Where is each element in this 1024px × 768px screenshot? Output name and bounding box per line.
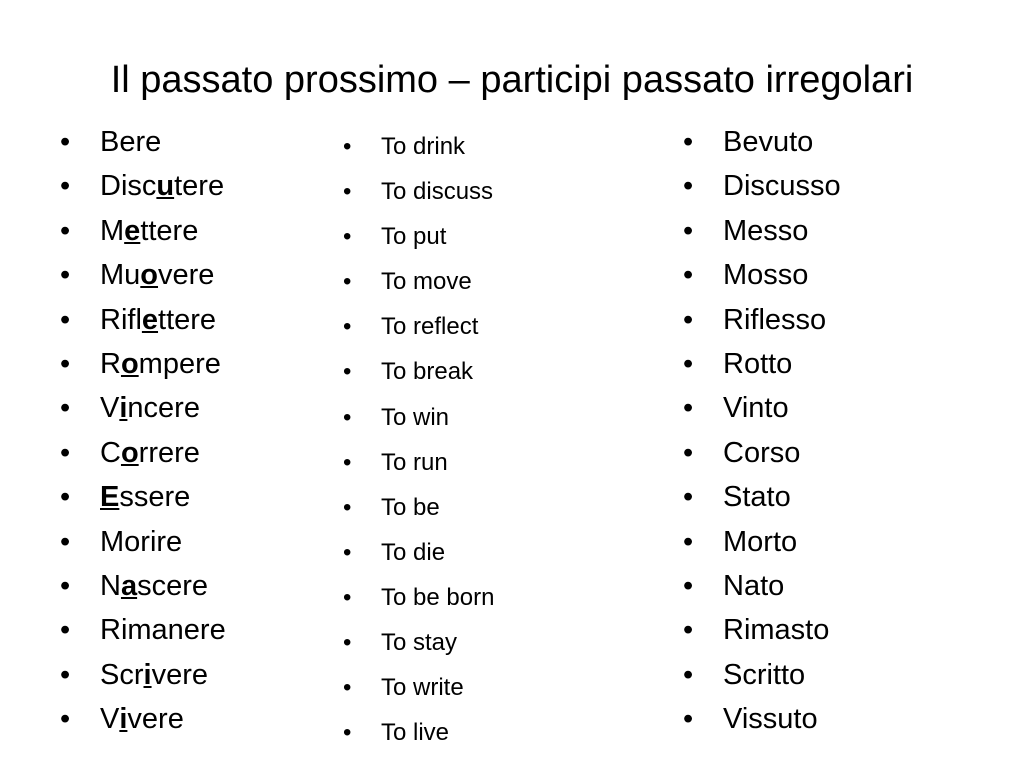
infinitive-item bbox=[100, 120, 226, 164]
english-item: • To reflect bbox=[381, 304, 494, 349]
participle-item: • Vinto bbox=[723, 386, 841, 430]
participle-item: • Mosso bbox=[723, 253, 841, 297]
stressed-vowel: o bbox=[140, 259, 159, 292]
infinitive-item bbox=[100, 431, 226, 475]
participle-item: • Messo bbox=[723, 209, 841, 253]
stressed-vowel: o bbox=[120, 436, 139, 469]
infinitive-text: R bbox=[100, 347, 121, 380]
participle-item: • Nato bbox=[723, 564, 841, 608]
infinitive-text: mpere bbox=[138, 347, 221, 380]
infinitive-text: scere bbox=[137, 569, 209, 602]
english-item: • To be born bbox=[381, 575, 494, 620]
participle-item: • Stato bbox=[723, 475, 841, 519]
participle-item: • Vissuto bbox=[723, 697, 841, 741]
infinitive-item bbox=[100, 164, 226, 208]
infinitive-text: vere bbox=[151, 658, 208, 691]
infinitive-item bbox=[100, 298, 226, 342]
stressed-vowel: u bbox=[156, 170, 175, 203]
stressed-vowel: i bbox=[143, 658, 152, 691]
infinitive-text: Rimanere bbox=[100, 614, 226, 647]
stressed-vowel: i bbox=[119, 703, 128, 736]
infinitive-text: N bbox=[100, 569, 121, 602]
infinitive-text: Bere bbox=[100, 126, 162, 158]
infinitive-text: ssere bbox=[119, 481, 191, 514]
infinitive-item bbox=[100, 697, 226, 741]
page-title: Il passato prossimo – participi passato irregolari bbox=[110, 59, 914, 101]
english-item: • To write bbox=[381, 665, 494, 710]
participle-item: • Bevuto bbox=[723, 120, 841, 164]
infinitive-item bbox=[100, 342, 226, 386]
participle-item: • Morto bbox=[723, 520, 841, 564]
infinitive-list bbox=[100, 120, 226, 741]
english-item: • To run bbox=[381, 440, 494, 485]
infinitive-item bbox=[100, 564, 226, 608]
infinitive-text: vere bbox=[158, 259, 215, 292]
infinitive-text: M bbox=[100, 214, 125, 247]
infinitive-item bbox=[100, 386, 226, 430]
infinitive-text: Morire bbox=[100, 525, 183, 558]
infinitive-text: Rifl bbox=[100, 303, 142, 336]
infinitive-text: Disc bbox=[100, 170, 157, 203]
infinitive-item bbox=[100, 520, 226, 564]
participle-item: • Scritto bbox=[723, 653, 841, 697]
english-item: • To stay bbox=[381, 620, 494, 665]
stressed-vowel: E bbox=[100, 481, 120, 514]
participle-item: • Rotto bbox=[723, 342, 841, 386]
english-item: • To be bbox=[381, 485, 494, 530]
infinitive-item bbox=[100, 475, 226, 519]
stressed-vowel: e bbox=[124, 214, 141, 247]
stressed-vowel: e bbox=[141, 303, 159, 336]
infinitive-text: V bbox=[100, 392, 120, 425]
infinitive-item bbox=[100, 608, 226, 652]
infinitive-item bbox=[100, 209, 226, 253]
stressed-vowel: i bbox=[119, 392, 128, 425]
infinitive-text: Scr bbox=[100, 658, 144, 691]
participle-item: • Riflesso bbox=[723, 298, 841, 342]
english-item: • To live bbox=[381, 710, 494, 755]
english-item: • To break bbox=[381, 349, 494, 394]
english-item: • To move bbox=[381, 259, 494, 304]
english-item: • To drink bbox=[381, 124, 494, 169]
infinitive-text: V bbox=[100, 703, 120, 736]
english-item: • To win bbox=[381, 395, 494, 440]
stressed-vowel: o bbox=[120, 347, 139, 380]
past-participle-list bbox=[723, 120, 841, 741]
english-item: • To discuss bbox=[381, 169, 494, 214]
infinitive-text: ttere bbox=[158, 303, 217, 336]
infinitive-text: tere bbox=[174, 170, 225, 203]
infinitive-item bbox=[100, 253, 226, 297]
infinitive-text: ncere bbox=[127, 392, 200, 425]
english-item: • To die bbox=[381, 530, 494, 575]
english-translation-list bbox=[381, 124, 494, 755]
infinitive-item bbox=[100, 653, 226, 697]
participle-item: • Discusso bbox=[723, 164, 841, 208]
infinitive-text: vere bbox=[127, 703, 184, 736]
participle-item: • Rimasto bbox=[723, 608, 841, 652]
english-item: • To put bbox=[381, 214, 494, 259]
infinitive-text: rrere bbox=[138, 436, 200, 469]
infinitive-text: C bbox=[100, 436, 121, 469]
participle-item: • Corso bbox=[723, 431, 841, 475]
infinitive-text: ttere bbox=[140, 214, 199, 247]
infinitive-text: Mu bbox=[100, 259, 141, 292]
stressed-vowel: a bbox=[120, 569, 138, 602]
